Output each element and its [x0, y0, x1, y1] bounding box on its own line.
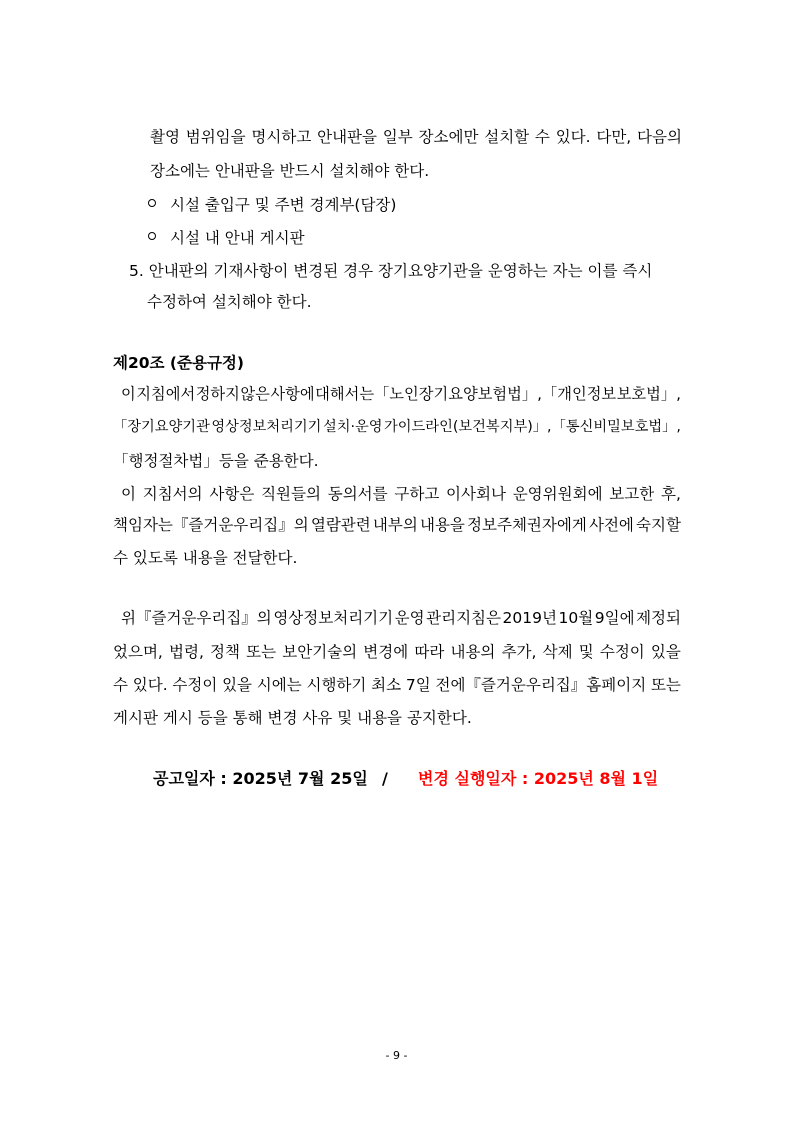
word: 10월 [558, 609, 594, 627]
bullet-text: 시설 내 안내 게시판 [170, 229, 305, 247]
word: 정하지 [195, 385, 240, 403]
word: 삭제 [542, 643, 573, 661]
word: 이사회나 [446, 485, 506, 503]
bullet-text: 시설 출입구 및 주변 경계부(담장) [170, 196, 397, 214]
body-line [121, 608, 681, 628]
word: 변경에 [363, 643, 409, 661]
word: 설치할 [484, 128, 530, 146]
word: 법령, [169, 643, 204, 661]
word: 보호법」, [616, 385, 681, 403]
body-line [113, 515, 681, 535]
word: 보안기술의 [282, 643, 358, 661]
word: 촬영 [150, 128, 180, 146]
word: 었으며, [113, 643, 163, 661]
word: 다만, [596, 128, 632, 146]
word: 시에는 [256, 676, 302, 694]
word: 제정되 [636, 609, 681, 627]
word: 운영 [394, 609, 425, 627]
word: 직원들의 [261, 485, 321, 503]
word: 수 [534, 128, 550, 146]
word: 책임자는『즐거운우리집』의 [113, 516, 309, 534]
word: 관리지침은 [426, 609, 502, 627]
word: 가이드라인(보건복지부)」,「통신비밀보호법」, [384, 419, 681, 435]
word: 동의서를 [327, 485, 388, 503]
body-line: 수 있도록 내용을 전달한다. [113, 549, 298, 567]
word: 지침서의 [142, 485, 203, 503]
word: 수정이 [172, 676, 218, 694]
word: 설치·운영 [322, 419, 383, 435]
word: 또는 [650, 676, 681, 694]
body-line: 「행정절차법」등을 준용한다. [113, 452, 319, 470]
word: 다음의 [637, 128, 682, 146]
body-line [113, 675, 681, 695]
word: 이 [121, 485, 136, 503]
bullet-item [148, 195, 396, 215]
circle-bullet-icon [148, 232, 156, 240]
word: 장소에만 [418, 128, 479, 146]
word: 안내판을 [317, 128, 378, 146]
word: 범위임을 [185, 128, 246, 146]
date-separator: / [382, 769, 388, 788]
word: 수정이 [599, 643, 645, 661]
word: 구하고 [394, 485, 440, 503]
word: 내용을 [419, 516, 465, 534]
bullet-item [148, 228, 305, 248]
announcement-date: 공고일자 : 2025년 7월 25일 [153, 769, 368, 788]
word: 사항은 [209, 485, 255, 503]
word: 영상정보처리기기 [273, 609, 394, 627]
word: 또는 [246, 643, 277, 661]
word: 있다. [132, 676, 168, 694]
body-line: 장소에는 안내판을 반드시 설치해야 한다. [150, 162, 430, 180]
circle-bullet-icon [148, 199, 156, 207]
word: 시행하기 [306, 676, 367, 694]
word: 정보주체권자에게 [467, 516, 587, 534]
body-line [150, 127, 682, 147]
effective-date: 변경 실행일자 : 2025년 8월 1일 [418, 769, 659, 788]
word: 9일에 [594, 609, 635, 627]
word: 정책 [210, 643, 240, 661]
word: 영상정보처리기기 [211, 419, 322, 435]
word: 수 [113, 676, 128, 694]
word: 전에『즐거운우리집』홈페이지 [435, 676, 647, 694]
word: 사항에 [270, 385, 315, 403]
word: 숙지할 [636, 516, 681, 534]
word: 않은 [240, 385, 270, 403]
body-line [121, 384, 681, 404]
word: 및 [578, 643, 594, 661]
word: 사전에 [588, 516, 634, 534]
word: 명시하고 [251, 128, 312, 146]
word: 보고한 [609, 485, 655, 503]
word: 내부의 [372, 516, 418, 534]
body-line [113, 642, 681, 662]
list-item-5: 5. 안내판의 기재사항이 변경된 경우 장기요양기관을 운영하는 자는 이를 즉시 [129, 262, 653, 280]
word: 내용의 [450, 643, 496, 661]
word: 추가, [501, 643, 537, 661]
body-line: 게시판 게시 등을 통해 변경 사유 및 내용을 공지한다. [113, 709, 472, 727]
word: 7일 [405, 676, 431, 694]
word: 지침에서 [136, 385, 196, 403]
word: 있을 [222, 676, 253, 694]
word: 있을 [650, 643, 681, 661]
word: 대해서는「노인장기요양보험법」,「개인정보 [315, 385, 617, 403]
word: 열람관련 [310, 516, 371, 534]
word: 일부 [382, 128, 413, 146]
word: 최소 [371, 676, 402, 694]
article-heading: 제20조 (준용규정) [113, 354, 244, 372]
word: 후, [660, 485, 681, 503]
word: 따라 [414, 643, 445, 661]
word: 위『즐거운우리집』의 [121, 609, 272, 627]
word: 있다. [555, 128, 591, 146]
page-number: - 9 - [385, 1049, 408, 1062]
body-line [113, 417, 681, 437]
word: 「장기요양기관 [113, 419, 210, 435]
word: 이 [121, 385, 136, 403]
word: 2019년 [502, 609, 557, 627]
body-line [121, 484, 681, 504]
list-item-5-continued: 수정하여 설치해야 한다. [147, 293, 312, 311]
word: 운영위원회에 [512, 485, 603, 503]
